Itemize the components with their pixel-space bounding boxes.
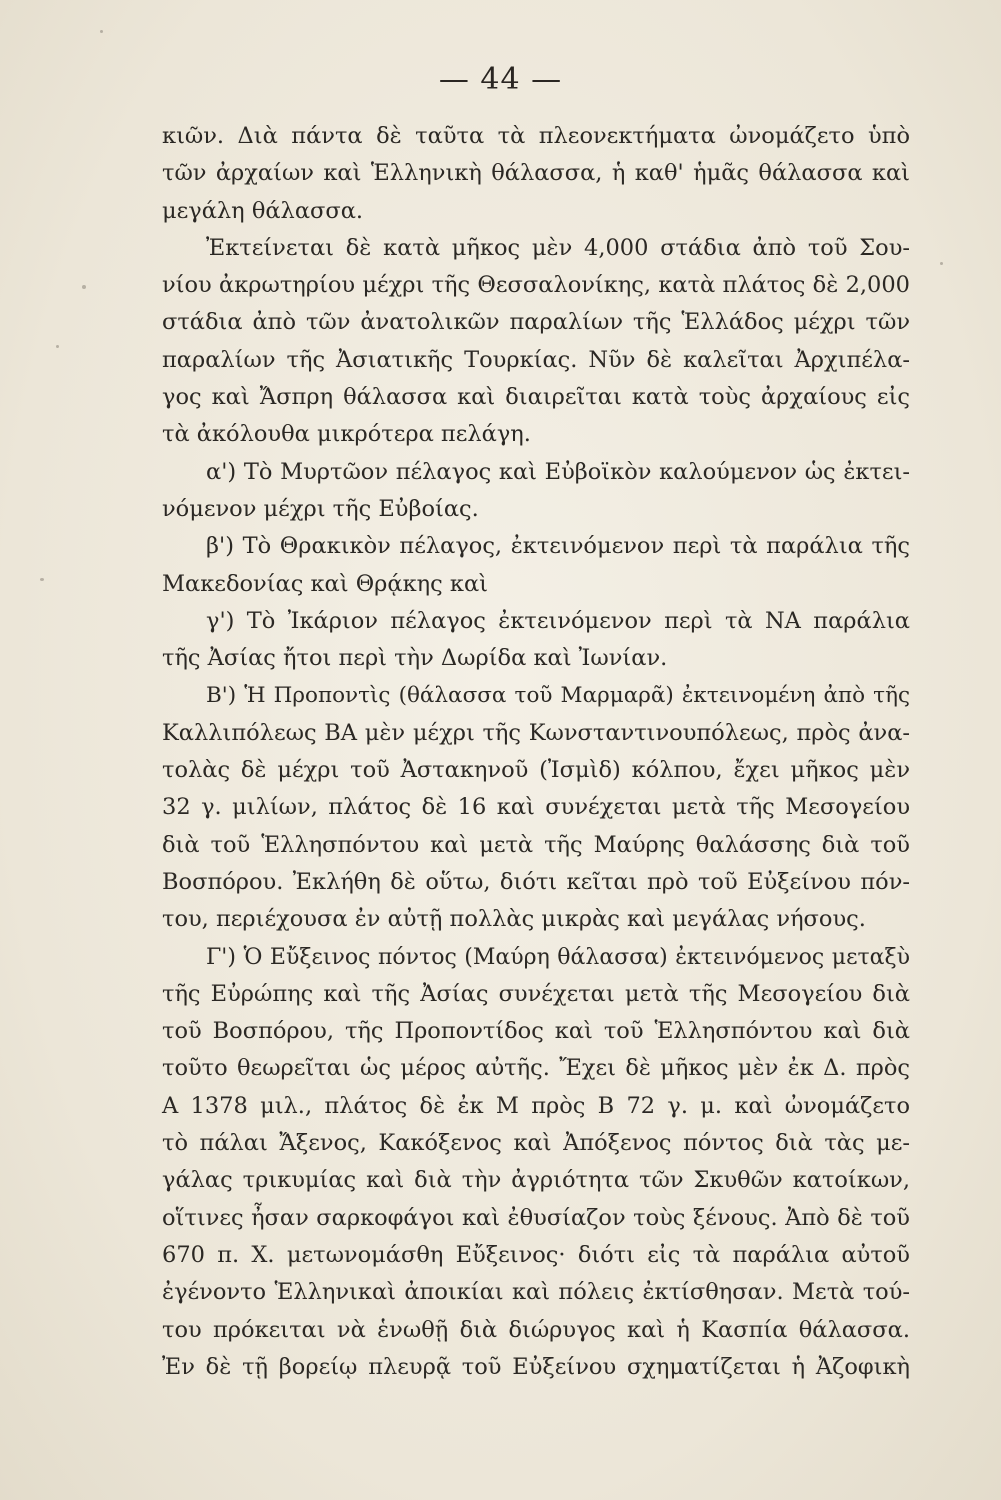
paper-speck [56, 345, 59, 348]
text-line: τῆς Ἀσίας ἤτοι περὶ τὴν Δωρίδα καὶ Ἰωνίαν. [162, 645, 668, 672]
text-line: τολὰς δὲ μέχρι τοῦ Ἀστακηνοῦ (Ἰσμὶδ) κόλπου, ἔχει μῆκος μὲν [162, 757, 910, 784]
paper-speck [40, 578, 44, 581]
text-line: γάλας τρικυμίας καὶ διὰ τὴν ἀγριότητα τῶν Σκυθῶν κατοίκων, [162, 1167, 910, 1194]
text-line: γος καὶ Ἄσπρη θάλασσα καὶ διαιρεῖται κατὰ τοὺς ἀρχαίους εἰς [162, 384, 910, 411]
text-line: Καλλιπόλεως ΒΑ μὲν μέχρι τῆς Κωνσταντινουπόλεως, πρὸς ἀνα- [162, 719, 910, 746]
text-line: Ἐκτείνεται δὲ κατὰ μῆκος μὲν 4,000 στάδια ἀπὸ τοῦ Σου- [206, 234, 910, 261]
text-line: α') Τὸ Μυρτῶον πέλαγος καὶ Εὐβοϊκὸν καλούμενον ὡς ἐκτει- [206, 458, 910, 485]
paper-speck [100, 30, 103, 33]
text-line: Ἐν δὲ τῇ βορείῳ πλευρᾷ τοῦ Εὐξείνου σχηματίζεται ἡ Ἀζοφικὴ [162, 1353, 910, 1380]
text-line: 32 γ. μιλίων, πλάτος δὲ 16 καὶ συνέχεται μετὰ τῆς Μεσογείου [162, 794, 910, 821]
text-line: 670 π. Χ. μετωνομάσθη Εὔξεινος· διότι εἰς τὰ παράλια αὐτοῦ [162, 1241, 910, 1268]
paper-speck [940, 262, 943, 265]
text-line: οἵτινες ἦσαν σαρκοφάγοι καὶ ἐθυσίαζον τοὺς ξένους. Ἀπὸ δὲ τοῦ [162, 1204, 910, 1231]
text-line: τῆς Εὐρώπης καὶ τῆς Ἀσίας συνέχεται μετὰ τῆς Μεσογείου διὰ [162, 980, 910, 1007]
text-line: μεγάλη θάλασσα. [162, 197, 364, 224]
text-line: Βοσπόρου. Ἐκλήθη δὲ οὕτω, διότι κεῖται πρὸ τοῦ Εὐξείνου πόν- [162, 868, 910, 895]
text-line: τοῦ Βοσπόρου, τῆς Προποντίδος καὶ τοῦ Ἑλλησπόντου καὶ διὰ [162, 1018, 910, 1045]
text-line: κιῶν. Διὰ πάντα δὲ ταῦτα τὰ πλεονεκτήματα ὠνομάζετο ὑπὸ [162, 123, 910, 149]
text-line: Μακεδονίας καὶ Θρᾴκης καὶ [162, 570, 488, 597]
text-line: β') Τὸ Θρακικὸν πέλαγος, ἐκτεινόμενον περὶ τὰ παράλια τῆς [206, 533, 910, 560]
text-line: τὰ ἀκόλουθα μικρότερα πελάγη. [162, 421, 531, 448]
paper-speck [82, 285, 86, 289]
text-line: Α 1378 μιλ., πλάτος δὲ ἐκ Μ πρὸς Β 72 γ. μ. καὶ ὠνομάζετο [162, 1092, 910, 1119]
text-line: νόμενον μέχρι τῆς Εὐβοίας. [162, 495, 479, 522]
text-line: του πρόκειται νὰ ἑνωθῇ διὰ διώρυγος καὶ ἡ Κασπία θάλασσα. [162, 1316, 910, 1343]
text-line: ἐγένοντο Ἑλληνικαὶ ἀποικίαι καὶ πόλεις ἐκτίσθησαν. Μετὰ τού- [162, 1279, 910, 1306]
page-number: — 44 — [438, 62, 563, 97]
text-line: Β') Ἡ Προποντὶς (θάλασσα τοῦ Μαρμαρᾶ) ἐκτεινομένη ἀπὸ τῆς [206, 683, 910, 709]
text-line: διὰ τοῦ Ἑλλησπόντου καὶ μετὰ τῆς Μαύρης θαλάσσης διὰ τοῦ [162, 831, 910, 858]
text-line: Γ') Ὁ Εὔξεινος πόντος (Μαύρη θάλασσα) ἐκτεινόμενος μεταξὺ [206, 944, 910, 970]
text-line: γ') Τὸ Ἰκάριον πέλαγος ἐκτεινόμενον περὶ τὰ ΝΑ παράλια [206, 607, 910, 634]
body-text [162, 118, 910, 1386]
text-line: νίου ἀκρωτηρίου μέχρι τῆς Θεσσαλονίκης, κατὰ πλάτος δὲ 2,000 [162, 272, 910, 299]
text-line: τὸ πάλαι Ἄξενος, Κακόξενος καὶ Ἀπόξενος πόντος διὰ τὰς με- [162, 1130, 910, 1157]
text-line: τοῦτο θεωρεῖται ὡς μέρος αὐτῆς. Ἔχει δὲ μῆκος μὲν ἐκ Δ. πρὸς [162, 1055, 910, 1082]
text-line: τῶν ἀρχαίων καὶ Ἑλληνικὴ θάλασσα, ἡ καθ' ἡμᾶς θάλασσα καὶ [162, 160, 910, 187]
text-line: του, περιέχουσα ἐν αὐτῇ πολλὰς μικρὰς καὶ μεγάλας νήσους. [162, 906, 866, 933]
text-line: στάδια ἀπὸ τῶν ἀνατολικῶν παραλίων τῆς Ἑλλάδος μέχρι τῶν [162, 309, 910, 336]
text-line: παραλίων τῆς Ἀσιατικῆς Τουρκίας. Νῦν δὲ καλεῖται Ἀρχιπέλα- [162, 346, 910, 373]
